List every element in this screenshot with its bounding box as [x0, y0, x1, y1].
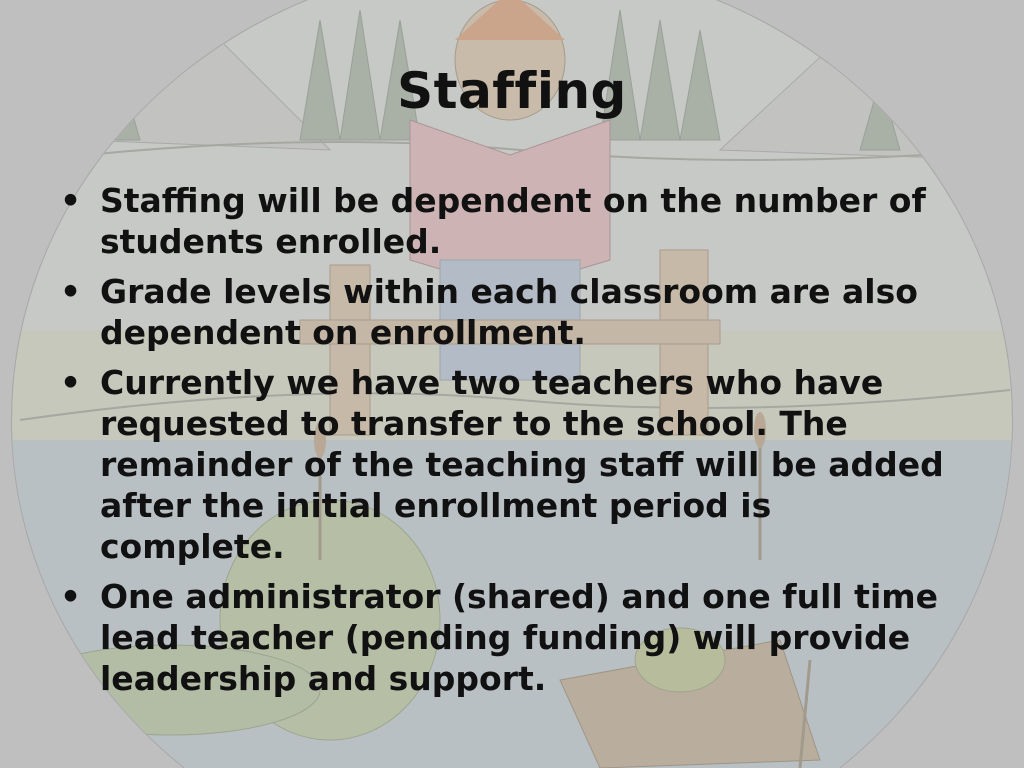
bullet-list	[56, 180, 956, 708]
bullet-icon: •	[60, 363, 82, 402]
bullet-item	[56, 362, 956, 567]
bullet-text: Grade levels within each classroom are also dependent on enrollment.	[100, 272, 918, 352]
bullet-text: One administrator (shared) and one full time lead teacher (pending funding) will provide leadership and support.	[100, 577, 939, 698]
bullet-icon: •	[60, 272, 82, 311]
bullet-icon: •	[60, 181, 82, 220]
slide-title: Staffing	[397, 62, 627, 120]
bullet-item	[56, 576, 956, 699]
bullet-item	[56, 271, 956, 353]
bullet-text: Currently we have two teachers who have requested to transfer to the school. The remainder of the teaching staff will be added after the initial enrollment period is complete.	[100, 363, 944, 566]
bullet-item	[56, 180, 956, 262]
bullet-text: Staffing will be dependent on the number of students enrolled.	[100, 181, 926, 261]
bullet-icon: •	[60, 577, 82, 616]
